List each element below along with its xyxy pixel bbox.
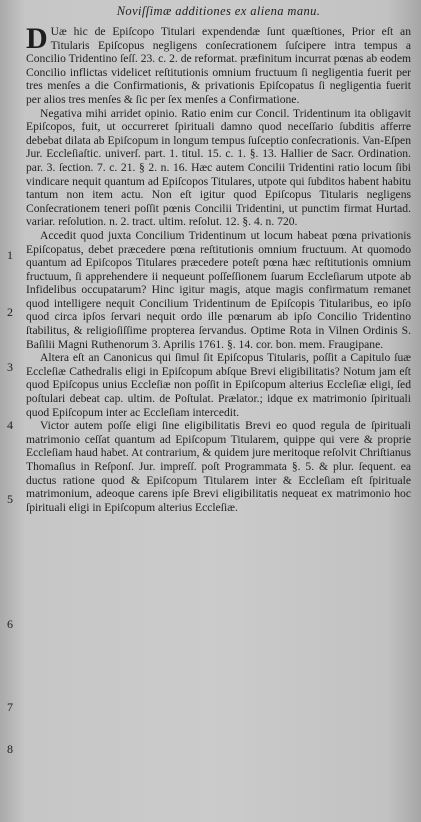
paragraph-5: Victor autem poſſe eligi ſine eligibilitatis Brevi eo quod regula de ſpirituali matrimonio ceſſat quantum ad Epiſcopum Titularem, quippe qui vere & proprie Eccleſiam haud habet. At contrarium, & quidem jure meritoque reſolvit Chriſtianus Thomaſius in Reſponſ. Jur. impreſſ. poſt Programmata §. 5. & plur. ſequent. ea ductus ratione quod & Epiſcopum Titularem inter & Eccleſiam eſt ſpirituale matrimonium, adeoque carens ipſe Brevi eligibilitatis nequeat ex matrimonio hoc ſpirituali eligi in Epiſcopum alterius Eccleſiæ. bbox=[26, 419, 411, 514]
page-body bbox=[26, 22, 411, 514]
margin-number: 1 bbox=[7, 248, 13, 262]
margin-number: 2 bbox=[7, 305, 13, 319]
margin-number: 4 bbox=[7, 418, 13, 432]
margin-number: 3 bbox=[7, 360, 13, 374]
margin-number: 5 bbox=[7, 492, 13, 506]
paragraph-1 bbox=[26, 22, 411, 107]
paragraph-4: Altera eſt an Canonicus qui ſimul ſit Epiſcopus Titularis, poſſit a Capitulo ſuæ Eccleſiæ Cathedralis eligi in Epiſcopum abſque Brevi eligibilitatis? Notum jam eſt quod Epiſcopus unius Eccleſiæ non poſſit in Epiſcopum alterius Eccleſiæ eligi, ſed poſtulari debeat cap. ultim. de Poſtulat. Prælator.; idque ex matrimonio ſpirituali quod Epiſcopum inter ac Eccleſiam intercedit. bbox=[26, 351, 411, 419]
running-header: Noviſſimæ additiones ex aliena manu. bbox=[116, 4, 321, 18]
margin-number: 8 bbox=[7, 742, 13, 756]
paragraph-1-text: Uæ hic de Epiſcopo Titulari expendendæ ſunt quæſtiones, Prior eſt an Titularis Epiſcopus negligens conſecrationem ſuſcipere intra tempus a Concilio Tridentino ſeſſ. 23. c. 2. de reformat. præfinitum incurrat pœnas ab eodem Concilio inflictas videlicet reſtitutionis omnium fructuum ſi negligentia fuerit per tres menſes a die Confirmationis, & privationis Epiſcopatus ſi negligentia fuerit per alios tres menſes & ſic per ſex menſes a Confirmatione. bbox=[26, 25, 411, 106]
paragraph-2: Negativa mihi arridet opinio. Ratio enim cur Concil. Tridentinum ita obligavit Epiſcopos, fuit, ut occurreret ſpirituali damno quod neceſſario ſubditis afferre debebat dilata ab Epiſcopum in longum tempus ſuſceptio conſecrationis. Van-Eſpen Jur. Eccleſiaſtic. univerſ. part. 1. titul. 15. c. 1. §. 13. Hallier de Sacr. Ordination. par. 3. ſection. 7. c. 21. § 2. n. 16. Hæc autem Concilii Tridentini ratio locum ſibi vindicare nequit quantum ad Epiſcopos Titulares, utpote qui ſubditos habent habitu tantum non item actu. Non eſt igitur quod Epiſcopus Titularis negligens Conſecrationem teneri poſſit pœnis Concilii Tridentini, ut punctim firmat Hurtad. variar. reſolution. n. 2. tract. ultim. reſolut. 12. §. 4. n. 720. bbox=[26, 106, 411, 229]
paragraph-3: Accedit quod juxta Concilium Tridentinum ut locum habeat pœna privationis Epiſcopatus, debet præcedere pœna reſtitutionis omnium fructuum. At quomodo quantum ad Epiſcopos Titulares præcedere poteſt pœna hæc reſtitutionis omnium fructuum, ſi apprehendere ii nequeunt poſſeſſionem ſuarum Eccleſiarum utpote ab Infidelibus occupatarum? Hinc igitur magis, atque magis confirmatum remanet quod intelligere nequit Concilium Tridentinum de Epiſcopis Titularibus, eo ipſo quod circa ipſos ſervari nequit ordo ille pœnarum ab ipſo Concilio Tridentino ſtabilitus, & religioſiſſime propterea ſervandus. Optime Rota in Vilnen Ordinis S. Baſilii Magni Ruthenorum 3. Aprilis 1761. §. 14. cor. bon. mem. Fraugipane. bbox=[26, 228, 411, 351]
margin-number: 7 bbox=[7, 700, 13, 714]
margin-number: 6 bbox=[7, 617, 13, 631]
drop-cap: D bbox=[26, 22, 48, 55]
